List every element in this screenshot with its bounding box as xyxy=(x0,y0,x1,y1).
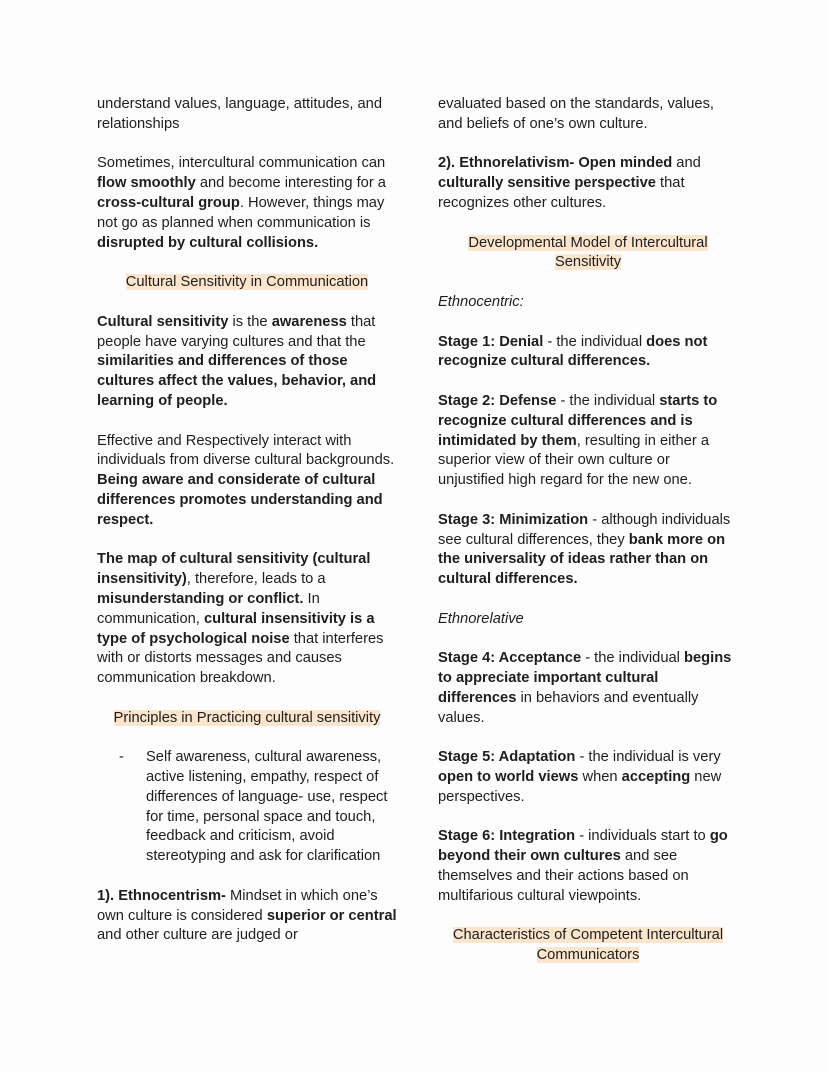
stage-3-minimization xyxy=(438,511,738,590)
heading-highlight-line: Developmental Model of Intercultural xyxy=(468,234,708,251)
text-run: - the individual xyxy=(556,392,660,409)
bold-text-run: go beyond their own cultures xyxy=(438,828,728,865)
text-run: Effective and Respectively interact with individuals from diverse cultural backgrounds. xyxy=(97,432,395,469)
stage-6-integration xyxy=(438,827,738,906)
text-run: - the individual xyxy=(581,650,684,667)
bold-text-run: disrupted by cultural collisions. xyxy=(97,234,319,251)
section-heading-developmental-model xyxy=(438,234,738,274)
bold-text-run: cross-cultural group xyxy=(97,194,240,211)
bullet-dash: - xyxy=(119,749,124,766)
bold-text-run: Stage 2: Defense xyxy=(438,392,557,409)
heading-highlight: Principles in Practicing cultural sensitivity xyxy=(113,709,381,726)
paragraph-ethnorelativism xyxy=(438,154,738,213)
section-heading-competent-communicators xyxy=(438,926,738,966)
bold-text-run: superior or central xyxy=(266,907,397,924)
bold-text-run: 1). Ethnocentrism- xyxy=(97,887,226,904)
text-run: when xyxy=(578,769,622,786)
bold-text-run: Stage 1: Denial xyxy=(438,333,544,350)
text-run: . However, things may not go as planned when communication is xyxy=(97,194,385,231)
heading-highlight-line: Characteristics of Competent Intercultural xyxy=(452,927,724,944)
left-column xyxy=(97,95,397,966)
text-run: in behaviors and eventually values. xyxy=(438,689,699,726)
right-column xyxy=(438,95,738,986)
bold-text-run: Stage 4: Acceptance xyxy=(438,650,582,667)
bold-text-run: culturally sensitive perspective xyxy=(438,175,656,192)
paragraph-effective-interaction xyxy=(97,432,397,531)
paragraph-cultural-sensitivity-definition xyxy=(97,313,397,412)
text-run: and other culture are judged or xyxy=(97,927,298,944)
bullet-list-item xyxy=(97,748,397,867)
text-run: is the xyxy=(228,313,272,330)
bold-text-run: Stage 3: Minimization xyxy=(438,511,589,528)
text-run: that people have varying cultures and that the xyxy=(97,313,376,350)
paragraph-cultural-insensitivity xyxy=(97,550,397,689)
stage-5-adaptation xyxy=(438,748,738,807)
heading-highlight-line: Communicators xyxy=(536,947,640,964)
text-run: that recognizes other cultures. xyxy=(438,175,685,211)
heading-highlight: Cultural Sensitivity in Communication xyxy=(125,274,369,291)
text-run: and become interesting for a xyxy=(195,175,386,192)
bold-text-run: 2). Ethnorelativism- Open minded xyxy=(438,155,673,172)
bold-text-run: The map of cultural sensitivity (cultural insensitivity) xyxy=(97,551,371,588)
bold-text-run: Stage 5: Adaptation xyxy=(438,749,576,766)
label-ethnocentric: Ethnocentric: xyxy=(438,293,524,310)
bold-text-run: misunderstanding or conflict. xyxy=(97,590,304,607)
text-run: - the individual is very xyxy=(575,749,721,766)
bold-text-run: does not recognize cultural differences. xyxy=(438,333,708,370)
bold-text-run: begins to appreciate important cultural differences xyxy=(438,650,732,706)
bold-text-run: accepting xyxy=(621,769,691,786)
stage-2-defense xyxy=(438,392,738,491)
section-heading-cultural-sensitivity xyxy=(97,273,397,293)
text-run: Mindset in which one’s own culture is considered xyxy=(97,887,378,924)
text-run: new perspectives. xyxy=(438,769,722,805)
text-run: - although individuals see cultural differences, they xyxy=(438,511,731,548)
paragraph-intercultural-communication xyxy=(97,154,397,253)
bold-text-run: similarities and differences of those cultures affect the values, behavior, and learning of people. xyxy=(97,353,377,409)
bold-text-run: starts to recognize cultural differences and is intimidated by them xyxy=(438,392,718,449)
bold-text-run: cultural insensitivity is a type of psychological noise xyxy=(97,610,375,647)
paragraph-ethnocentrism xyxy=(97,887,397,946)
paragraph-continuation: evaluated based on the standards, values, and beliefs of one’s own culture. xyxy=(438,96,714,132)
bold-text-run: Cultural sensitivity xyxy=(97,313,229,330)
stage-1-denial xyxy=(438,333,738,373)
bold-text-run: awareness xyxy=(271,313,347,330)
paragraph-continuation: understand values, language, attitudes, and relationships xyxy=(97,96,382,132)
text-run: - individuals start to xyxy=(575,828,710,845)
heading-highlight-line: Sensitivity xyxy=(554,254,622,271)
text-run: and see themselves and their actions based on multifarious cultural viewpoints. xyxy=(438,848,689,904)
text-run: and xyxy=(672,155,701,172)
stage-4-acceptance xyxy=(438,649,738,728)
text-run: - the individual xyxy=(543,333,647,350)
text-run: that interferes with or distorts messages and causes communication breakdown. xyxy=(97,630,384,687)
text-run: In communication, xyxy=(97,590,320,627)
bold-text-run: Stage 6: Integration xyxy=(438,828,576,845)
label-ethnorelative: Ethnorelative xyxy=(438,610,524,627)
bold-text-run: flow smoothly xyxy=(97,175,196,192)
bullet-text: Self awareness, cultural awareness, active listening, empathy, respect of differences of language- use, respect for time, personal space and touch, feedback and criticism, avoid stereotyping and ask for clarification xyxy=(146,749,388,865)
section-heading-principles xyxy=(97,709,397,729)
text-run: , resulting in either a superior view of their own culture or unjustified high regard for the new one. xyxy=(438,432,709,489)
text-run: Sometimes, intercultural communication can xyxy=(97,155,386,172)
bold-text-run: open to world views xyxy=(438,769,579,786)
bold-text-run: Being aware and considerate of cultural differences promotes understanding and respect. xyxy=(97,472,383,528)
bold-text-run: bank more on the universality of ideas rather than on cultural differences. xyxy=(438,531,726,588)
text-run: , therefore, leads to a xyxy=(186,571,326,588)
